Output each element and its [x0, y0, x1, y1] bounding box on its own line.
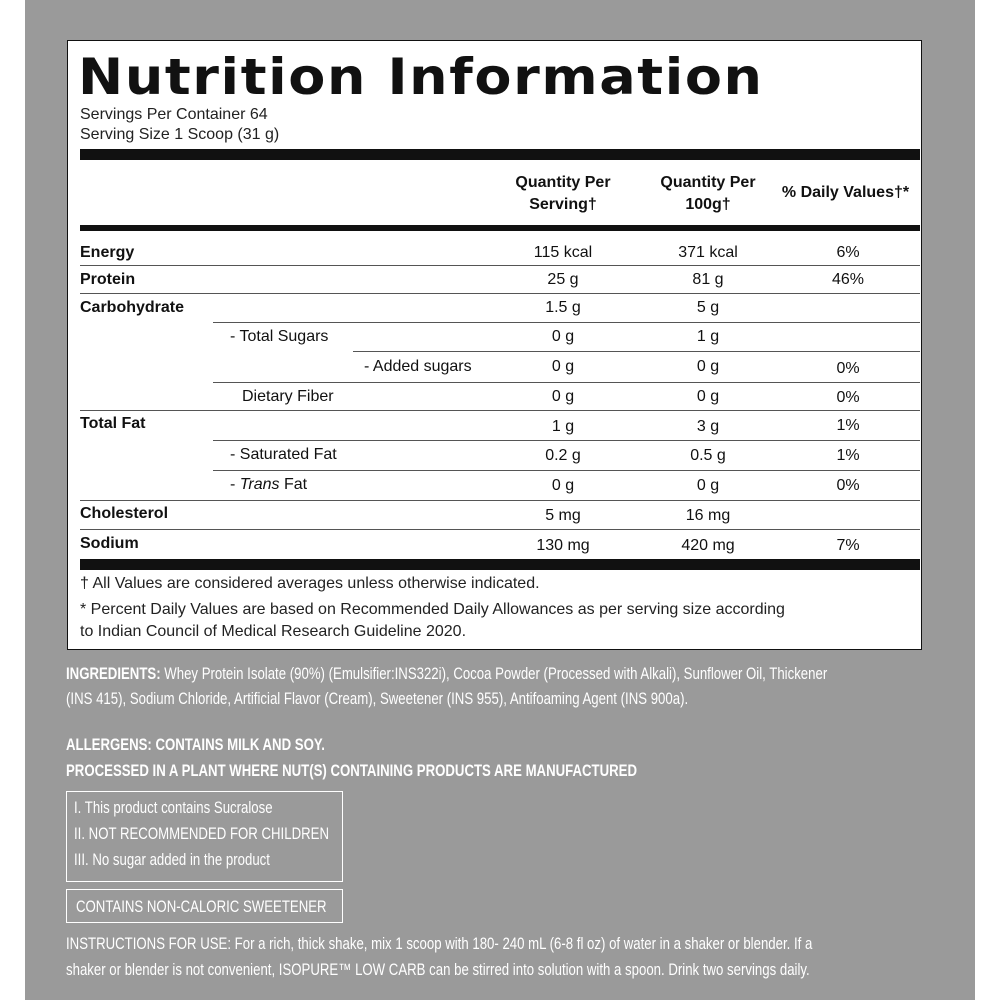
ingredients-line-2: (INS 415), Sodium Chloride, Artificial Flavor (Cream), Sweetener (INS 955), Antifoaming Agent (INS 900a). — [66, 690, 689, 708]
header-divider — [80, 225, 920, 231]
servings-per-container: Servings Per Container 64 — [80, 106, 268, 123]
row-100g-added-sugars: 0 g — [696, 358, 720, 375]
row-divider — [213, 470, 920, 471]
row-100g-total-fat: 3 g — [696, 418, 720, 435]
row-100g-protein: 81 g — [692, 271, 724, 288]
row-name-energy: Energy — [80, 244, 135, 261]
row-name-sodium: Sodium — [80, 535, 139, 552]
ingredients-line-1: INGREDIENTS: Whey Protein Isolate (90%) (Emulsifier:INS322i), Cocoa Powder (Processed with Alkali), Sunflower Oil, Thickener — [66, 665, 828, 683]
row-divider — [213, 322, 920, 323]
row-100g-trans-fat: 0 g — [696, 477, 720, 494]
row-daily-total-fat: 1% — [836, 417, 860, 434]
nutrition-panel — [67, 40, 922, 650]
row-name-cholesterol: Cholesterol — [80, 505, 169, 522]
header-per-serving: Quantity Per Serving† — [515, 174, 611, 213]
warning-children: II. NOT RECOMMENDED FOR CHILDREN — [74, 825, 329, 843]
row-serving-trans-fat: 0 g — [551, 477, 575, 494]
row-divider — [80, 265, 920, 266]
serving-size: Serving Size 1 Scoop (31 g) — [80, 126, 280, 143]
bottom-divider — [80, 559, 920, 570]
warning-sucralose: I. This product contains Sucralose — [74, 799, 273, 817]
row-serving-added-sugars: 0 g — [551, 358, 575, 375]
row-daily-trans-fat: 0% — [836, 477, 860, 494]
row-serving-energy: 115 kcal — [533, 244, 593, 261]
row-100g-saturated-fat: 0.5 g — [690, 447, 726, 464]
row-daily-protein: 46% — [831, 271, 865, 288]
row-divider — [80, 410, 920, 411]
row-name-trans-fat: - Trans Fat — [230, 476, 308, 493]
row-name-saturated-fat: - Saturated Fat — [230, 446, 337, 463]
row-daily-energy: 6% — [836, 244, 860, 261]
row-divider — [80, 293, 920, 294]
row-100g-cholesterol: 16 mg — [685, 507, 731, 524]
allergens-statement: ALLERGENS: CONTAINS MILK AND SOY. — [66, 736, 325, 754]
row-100g-sodium: 420 mg — [681, 537, 735, 554]
row-daily-saturated-fat: 1% — [836, 447, 860, 464]
header-per-100g: Quantity Per 100g† — [660, 174, 756, 213]
instructions-line-1: INSTRUCTIONS FOR USE: For a rich, thick shake, mix 1 scoop with 180- 240 mL (6-8 fl oz) of water in a shaker or blender. If a — [66, 935, 813, 953]
row-serving-saturated-fat: 0.2 g — [545, 447, 581, 464]
row-daily-added-sugars: 0% — [836, 360, 860, 377]
row-divider — [213, 440, 920, 441]
row-100g-dietary-fiber: 0 g — [696, 388, 720, 405]
row-name-total-fat: Total Fat — [80, 415, 146, 432]
row-serving-protein: 25 g — [547, 271, 579, 288]
row-divider — [213, 382, 920, 383]
row-100g-total-sugars: 1 g — [696, 328, 720, 345]
row-serving-total-sugars: 0 g — [551, 328, 575, 345]
row-100g-carbohydrate: 5 g — [696, 299, 720, 316]
row-daily-sodium: 7% — [836, 537, 860, 554]
row-divider — [353, 351, 920, 352]
row-name-dietary-fiber: Dietary Fiber — [242, 388, 334, 405]
row-serving-carbohydrate: 1.5 g — [545, 299, 581, 316]
processed-statement: PROCESSED IN A PLANT WHERE NUT(S) CONTAINING PRODUCTS ARE MANUFACTURED — [66, 762, 638, 780]
row-daily-dietary-fiber: 0% — [836, 389, 860, 406]
footnote-averages: † All Values are considered averages unless otherwise indicated. — [80, 575, 540, 592]
row-name-total-sugars: - Total Sugars — [230, 328, 329, 345]
footnote-guideline: to Indian Council of Medical Research Guideline 2020. — [80, 623, 467, 640]
header-daily-values: % Daily Values†* — [781, 184, 910, 201]
row-divider — [80, 500, 920, 501]
instructions-line-2: shaker or blender is not convenient, ISOPURE™ LOW CARB can be stirred into solution with a spoon. Drink two servings daily. — [66, 961, 810, 979]
row-100g-energy: 371 kcal — [678, 244, 738, 261]
sweetener-notice: CONTAINS NON-CALORIC SWEETENER — [76, 898, 327, 916]
row-serving-total-fat: 1 g — [551, 418, 575, 435]
row-serving-dietary-fiber: 0 g — [551, 388, 575, 405]
warning-no-sugar: III. No sugar added in the product — [74, 851, 270, 869]
footnote-daily-values: * Percent Daily Values are based on Recommended Daily Allowances as per serving size according — [80, 601, 785, 618]
thick-divider — [80, 149, 920, 160]
row-serving-cholesterol: 5 mg — [545, 507, 581, 524]
row-serving-sodium: 130 mg — [536, 537, 590, 554]
row-name-carbohydrate: Carbohydrate — [80, 299, 185, 316]
row-name-protein: Protein — [80, 271, 136, 288]
row-name-added-sugars: - Added sugars — [364, 358, 472, 375]
row-divider — [80, 529, 920, 530]
panel-title: Nutrition Information — [78, 48, 764, 106]
